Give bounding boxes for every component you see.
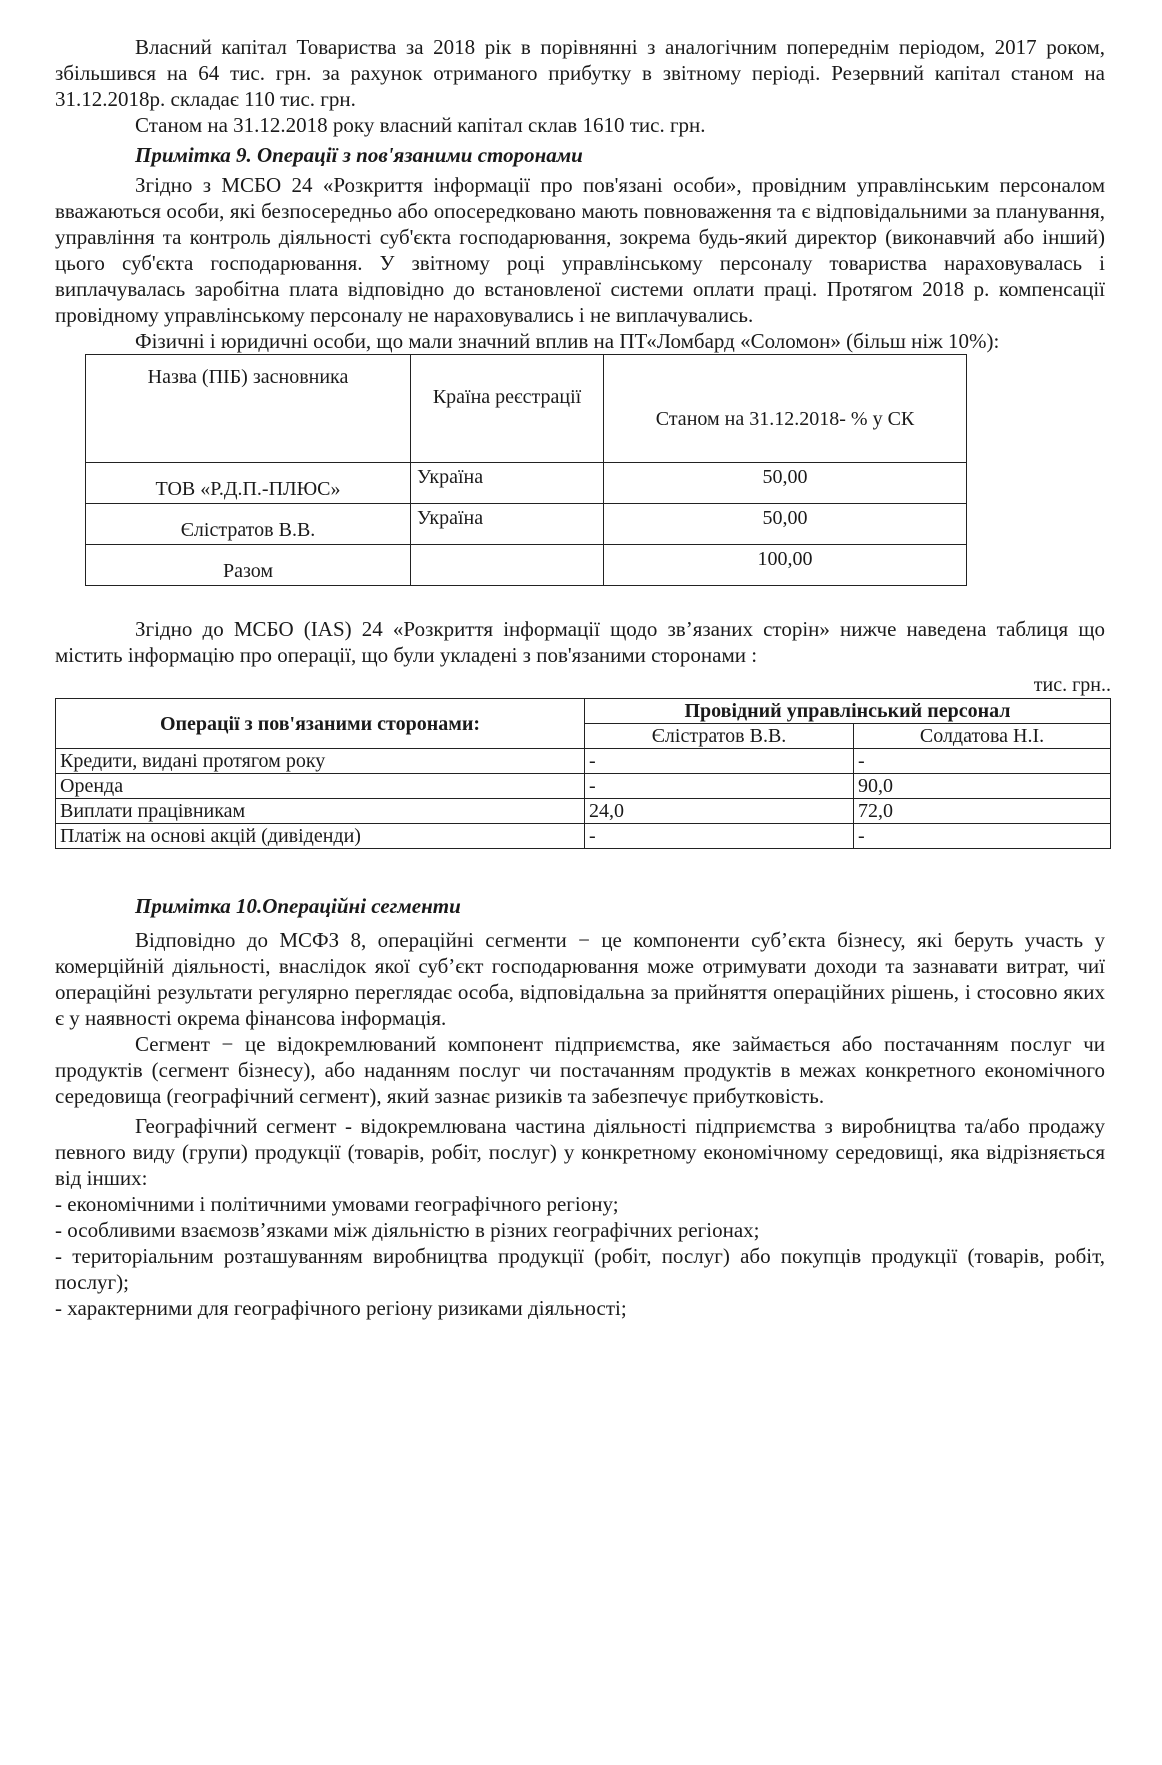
operation-value-2: 90,0 [854,774,1111,799]
operation-label: Кредити, видані протягом року [56,749,585,774]
header-person-1: Єлістратов В.В. [585,724,854,749]
table-row [56,799,1111,824]
header-operations: Операції з пов'язаними сторонами: [56,699,585,749]
founder-country: Україна [411,463,604,504]
operation-value-2: 72,0 [854,799,1111,824]
operation-value-1: - [585,749,854,774]
list-item: - економічними і політичними умовами географічного регіону; [55,1192,619,1216]
table-header-row [86,355,967,463]
operation-value-1: 24,0 [585,799,854,824]
total-label: Разом [86,545,411,586]
table-total-row [86,545,967,586]
shareholders-table [85,354,967,586]
note10-paragraph-1: Відповідно до МСФЗ 8, операційні сегменти − це компоненти суб’єкта бізнесу, які беруть участь у комерційній діяльності, внаслідок якої суб’єкт господарювання може отримувати доходи та зазнавати витрат, чиї операційні результати регулярно переглядає особа, відповідальна за прийняття операційних рішень, і стосовно яких є у наявності окрема фінансова інформація. [55,928,1105,1030]
unit-label: тис. грн.. [1033,674,1111,696]
document-page [55,34,1111,1321]
list-item: - характерними для географічного регіону ризиками діяльності; [55,1296,627,1320]
table-row [86,504,967,545]
operation-label: Оренда [56,774,585,799]
table-header-row [56,699,1111,724]
note10-paragraph-2: Сегмент − це відокремлюваний компонент підприємства, яке займається або постачанням послуг чи продуктів (сегмент бізнесу), або наданням послуг чи постачанням продуктів в межах конкретного економічного середовища (географічний сегмент), який зазнає ризиків та забезпечує прибутковість. [55,1032,1105,1108]
list-item: - територіальним розташуванням виробництва продукції (робіт, послуг) або покупців продукції (товарів, робіт, послуг); [55,1244,1105,1294]
header-share: Станом на 31.12.2018- % у СК [604,355,967,463]
founder-country: Україна [411,504,604,545]
table-row [56,749,1111,774]
operation-label: Платіж на основі акцій (дивіденди) [56,824,585,849]
header-key-personnel: Провідний управлінський персонал [585,699,1111,724]
related-party-table [55,698,1111,849]
equity-total-paragraph: Станом на 31.12.2018 року власний капітал склав 1610 тис. грн. [135,113,706,137]
header-person-2: Солдатова Н.І. [854,724,1111,749]
note10-title: Примітка 10.Операційні сегменти [135,894,461,918]
table-row [56,774,1111,799]
equity-paragraph: Власний капітал Товариства за 2018 рік в порівнянні з аналогічним попереднім періодом, 2017 роком, збільшився на 64 тис. грн. за рахунок отриманого прибутку в звітному періоді. Резервний капітал станом на 31.12.2018р. складає 110 тис. грн. [55,35,1105,111]
note9-paragraph-2: Фізичні і юридичні особи, що мали значний вплив на ПТ«Ломбард «Соломон» (більш ніж 10%): [135,329,1000,353]
operation-value-1: - [585,774,854,799]
note9-paragraph-1: Згідно з МСБО 24 «Розкриття інформації про пов'язані особи», провідним управлінським персоналом вважаються особи, які безпосередньо або опосередковано мають повноваження та є відповідальними за планування, управління та контроль діяльності суб'єкта господарювання, зокрема будь-який директор (виконавчий або інший) цього суб'єкта господарювання. У звітному році управлінському персоналу товариства нараховувалась і виплачувалась заробітна плата відповідно до встановленої системи оплати праці. Протягом 2018 р. компенсації провідному управлінському персоналу не нараховувались і не виплачувались. [55,173,1105,327]
total-share: 100,00 [604,545,967,586]
list-item: - особливими взаємозв’язками між діяльністю в різних географічних регіонах; [55,1218,760,1242]
operation-value-1: - [585,824,854,849]
founder-name: Єлістратов В.В. [86,504,411,545]
operation-value-2: - [854,824,1111,849]
note9-paragraph-3: Згідно до МСБО (IAS) 24 «Розкриття інформації щодо зв’язаних сторін» нижче наведена таблиця що містить інформацію про операції, що були укладені з пов'язаними сторонами : [55,617,1105,667]
founder-name: ТОВ «Р.Д.П.-ПЛЮС» [86,463,411,504]
note10-paragraph-3: Географічний сегмент - відокремлювана частина діяльності підприємства з виробництва та/або продажу певного виду (групи) продукції (товарів, робіт, послуг) у конкретному економічному середовищі, яка відрізняється від інших: [55,1114,1105,1190]
founder-share: 50,00 [604,504,967,545]
operation-label: Виплати працівникам [56,799,585,824]
header-country: Країна реєстрації [411,355,604,463]
table-row [86,463,967,504]
note9-title: Примітка 9. Операції з пов'язаними сторонами [135,143,583,167]
header-founder-name: Назва (ПІБ) засновника [86,355,411,463]
total-country [411,545,604,586]
founder-share: 50,00 [604,463,967,504]
table-row [56,824,1111,849]
operation-value-2: - [854,749,1111,774]
